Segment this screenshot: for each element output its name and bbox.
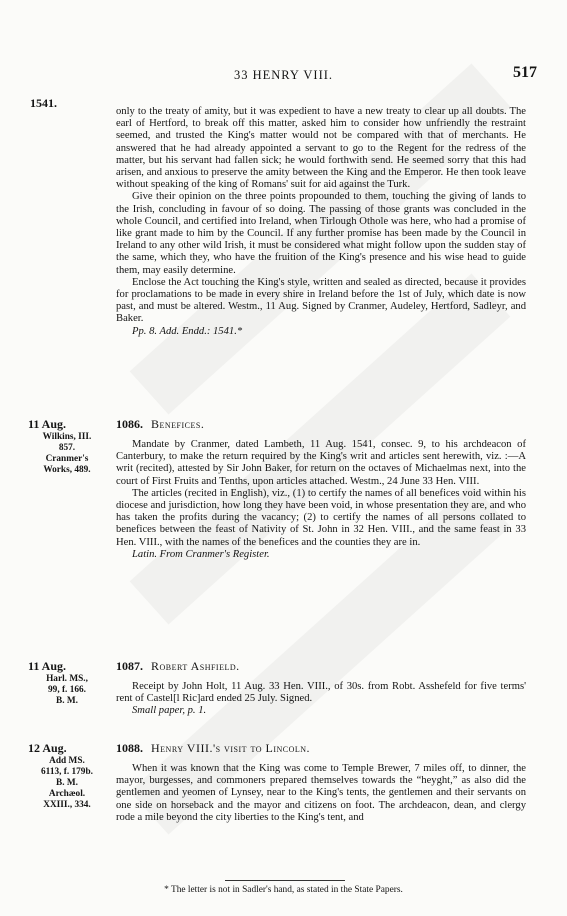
entry-title: Henry VIII.'s visit to Lincoln. xyxy=(151,741,311,755)
entry-heading xyxy=(116,417,204,432)
entry-text xyxy=(116,681,526,718)
paragraph: Receipt by John Holt, 11 Aug. 33 Hen. VIII., of 30s. from Robt. Asshefeld for five terms' rent of Castel[l Ric]ard ended 25 July. Signed. xyxy=(116,681,526,705)
footnote-divider xyxy=(225,880,345,881)
entry-number: 1088. xyxy=(116,741,143,755)
continuation-text xyxy=(116,106,526,338)
entry-date: 11 Aug. xyxy=(28,659,67,673)
document-meta: Latin. From Cranmer's Register. xyxy=(132,548,270,560)
page-header xyxy=(0,64,567,88)
entry-title: Benefices. xyxy=(151,417,205,431)
entry-date: 12 Aug. xyxy=(28,741,67,755)
source-reference: Harl. MS., 99, f. 166. B. M. xyxy=(46,674,88,706)
paragraph: only to the treaty of amity, but it was expedient to have a new treaty to clear up all doubts. The earl of Hertford, to break off this matter, asked him to consider how unfriendly the restraint seemed, and trusted the King's matter would not be compared with that of merchants. He answered that he had already appointed a servant to go to the Regent for the redress of the matter, but his servant had fallen sick; he would forthwith send. He seemed sorry that this had arisen, and anxious to preserve the amity between the King and the Emperor. He then took leave without speaking of the king of Romans' suit for aid against the Turk. xyxy=(116,106,526,191)
entry-number: 1087. xyxy=(116,659,143,673)
page-number: 517 xyxy=(513,64,537,81)
paragraph: The articles (recited in English), viz., (1) to certify the names of all benefices void within his diocese and jurisdiction, how long they have been void, in whose presentation they are, and who has taken the profits during the vacancy; (2) to certify the names of all persons collated to benefices between the feast of Nativity of St. John in 32 Hen. VIII., and the same feast in 33 Hen. VIII., with the names of the benefices and the counties they are in. xyxy=(116,487,526,548)
entry-number: 1086. xyxy=(116,417,143,431)
document-meta: Small paper, p. 1. xyxy=(132,705,207,717)
running-head: 33 HENRY VIII. xyxy=(233,68,334,82)
document-meta: Pp. 8. Add. Endd.: 1541.* xyxy=(132,325,243,337)
paragraph: Give their opinion on the three points propounded to them, touching the giving of lands to the Irish, concluding in favour of so doing. The passing of those grants was concluded in the whole Council, and certified into Ireland, when Tirlough Othole was here, who had a promise of like grant made to him by the Council. If any further promise has been made by the Council in Ireland to any other wild Irish, it must be considered what might follow upon the sudden stay of the same, which they, who have the fruition of the King's presence and his wise head to guide them, may easily determine. xyxy=(116,191,526,276)
entry-text xyxy=(116,763,526,824)
entry-date: 11 Aug. xyxy=(28,417,67,431)
entry-heading xyxy=(116,659,240,674)
entry-title: Robert Ashfield. xyxy=(151,659,240,673)
paragraph: Enclose the Act touching the King's style, written and sealed as directed, because it provides for proclamations to be made in every shire in Ireland before the 1st of July, which date is now past, and must be altered. Westm., 11 Aug. Signed by Cranmer, Audeley, Hertford, Sadleyr, and Baker. xyxy=(116,276,526,325)
source-reference: Add MS. 6113, f. 179b. B. M. Archæol. XXIII., 334. xyxy=(41,756,93,810)
paragraph: When it was known that the King was come to Temple Brewer, 7 miles off, to dinner, the mayor, burgesses, and commoners prepared themselves towards the “heyght,” as also did the gentlemen and yeomen of Lynsey, near to the King's tents, the gentlemen and their servants on one side on horseback and the mayor and citizens on foot. The archdeacon, dean, and clergy rode a mile beyond the city liberties to the King's tent, and xyxy=(116,763,526,823)
entry-heading xyxy=(116,741,310,756)
year-label: 1541. xyxy=(30,96,57,110)
paragraph: Mandate by Cranmer, dated Lambeth, 11 Aug. 1541, consec. 9, to his archdeacon of Canterbury, to make the return required by the King's writ and articles sent herewith, viz. :—A writ (recited), attested by Sir John Baker, for return on the octaves of Michaelmas next, into the court of First Fruits and Tenths, upon articles attached. Westm., 24 June 33 Hen. VIII. xyxy=(116,439,526,487)
source-reference: Wilkins, III. 857. Cranmer's Works, 489. xyxy=(42,432,92,475)
footnote: * The letter is not in Sadler's hand, as stated in the State Papers. xyxy=(164,885,403,895)
entry-text xyxy=(116,439,526,561)
